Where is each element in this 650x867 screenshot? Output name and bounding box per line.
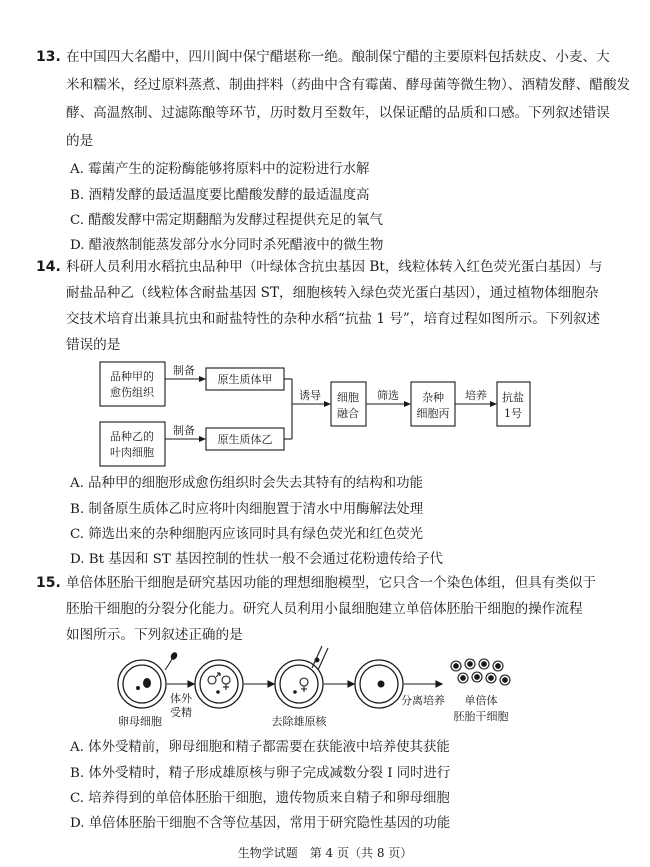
question-stem-line: 胚胎干细胞的分裂分化能力。研究人员利用小鼠细胞建立单倍体胚胎干细胞的操作流程 [66, 601, 583, 617]
box-label: 品种乙的 [110, 430, 154, 443]
box-label: 抗盐 [502, 391, 524, 404]
diagram-label: 单倍体 [464, 694, 498, 707]
box-label: 原生质体乙 [217, 433, 273, 446]
option-d: D. Bt 基因和 ST 基因控制的性状一般不会通过花粉遗传给子代 [70, 552, 443, 567]
arrow-label: 培养 [465, 389, 487, 402]
fertilized-egg-icon [195, 660, 243, 708]
diagram-label: 卵母细胞 [118, 715, 162, 728]
question-stem-line: 在中国四大名醋中，四川阆中保宁醋堪称一绝。酿制保宁醋的主要原料包括麸皮、小麦、大 [66, 49, 610, 65]
option-d: D. 单倍体胚胎干细胞不含等位基因，常用于研究隐性基因的功能 [70, 816, 451, 831]
box-label: 品种甲的 [110, 370, 154, 383]
question-stem-line: 酵、高温熬制、过滤陈酿等环节，历时数月至数年，以保证醋的品质和口感。下列叙述错误 [66, 105, 610, 121]
box-label: 1号 [504, 407, 522, 420]
question-stem-line: 单倍体胚胎干细胞是研究基因功能的理想细胞模型，它只含一个染色体组，但具有类似于 [66, 575, 597, 591]
diagram-label: 分离培养 [401, 694, 445, 707]
box-label: 融合 [337, 407, 359, 420]
question-number: 13. [36, 49, 61, 65]
box-label: 愈伤组织 [110, 386, 154, 399]
diagram-label: 去除雄原核 [271, 715, 327, 728]
arrow-label: 诱导 [299, 389, 321, 402]
box-label: 叶肉细胞 [110, 446, 154, 459]
page-footer: 生物学试题 第 4 页（共 8 页） [237, 846, 413, 860]
arrow-label: 制备 [173, 424, 195, 437]
question-stem-line: 如图所示。下列叙述正确的是 [66, 627, 243, 643]
question-stem-line: 错误的是 [66, 337, 121, 353]
question-stem-line: 耐盐品种乙（线粒体含耐盐基因 ST，细胞核转入绿色荧光蛋白基因），通过植物体细胞杂 [66, 285, 599, 301]
diagram-label: 受精 [170, 706, 192, 719]
option-b: B. 体外受精时，精子形成雄原核与卵子完成减数分裂 Ⅰ 同时进行 [70, 766, 451, 781]
question-stem-line: 的是 [66, 133, 94, 149]
question-stem-line: 科研人员利用水稻抗虫品种甲（叶绿体含抗虫基因 Bt，线粒体转入红色荧光蛋白基因）与 [66, 259, 603, 275]
option-b: B. 制备原生质体乙时应将叶肉细胞置于清水中用酶解法处理 [70, 502, 424, 517]
box-label: 原生质体甲 [217, 373, 273, 386]
option-a: A. 体外受精前，卵母细胞和精子都需要在获能液中培养使其获能 [70, 740, 450, 755]
question-stem-line: 交技术培育出兼具抗虫和耐盐特性的杂种水稻“抗盐 1 号”，培育过程如图所示。下列叙述 [66, 311, 601, 327]
box-label: 细胞丙 [416, 407, 450, 420]
option-d: D. 醋液熬制能蒸发部分水分同时杀死醋液中的微生物 [70, 238, 384, 253]
option-a: A. 品种甲的细胞形成愈伤组织时会失去其特有的结构和功能 [70, 476, 423, 491]
question-number: 15. [36, 575, 61, 591]
question-number: 14. [36, 259, 61, 275]
arrow-label: 筛选 [377, 389, 399, 402]
flow-diagram-haploid-esc [0, 640, 650, 735]
question-stem-line: 米和糯米，经过原料蒸煮、制曲拌料（药曲中含有霉菌、酵母菌等微生物）、酒精发酵、醋酸发 [66, 77, 631, 93]
box-label: 细胞 [337, 391, 359, 404]
option-b: B. 酒精发酵的最适温度要比醋酸发酵的最适温度高 [70, 188, 370, 203]
diagram-label: 体外 [170, 692, 192, 705]
arrow-label: 制备 [173, 364, 195, 377]
oocyte-cell-icon [118, 660, 166, 708]
option-c: C. 筛选出来的杂种细胞丙应该同时具有绿色荧光和红色荧光 [70, 527, 424, 542]
box-label: 杂种 [422, 391, 444, 404]
option-c: C. 醋酸发酵中需定期翻醅为发酵过程提供充足的氧气 [70, 213, 383, 228]
option-c: C. 培养得到的单倍体胚胎干细胞，遗传物质来自精子和卵母细胞 [70, 791, 450, 806]
zygote-icon [275, 660, 323, 708]
diagram-label: 胚胎干细胞 [453, 710, 509, 723]
option-a: A. 霉菌产生的淀粉酶能够将原料中的淀粉进行水解 [70, 162, 370, 177]
